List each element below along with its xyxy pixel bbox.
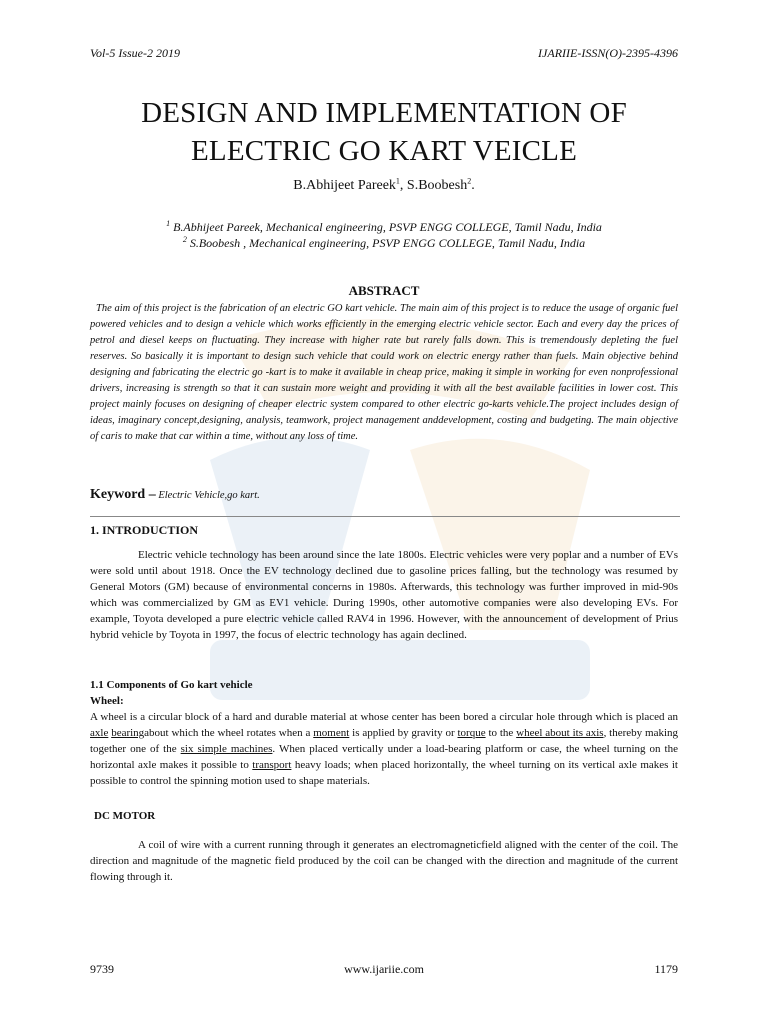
link-six-simple-machines[interactable]: six simple machines [180,743,273,755]
link-wheel-about-axis[interactable]: wheel about its axis [516,727,604,739]
wheel-heading: Wheel: [90,695,124,707]
wheel-text-1: A wheel is a circular block of a hard and durable material at whose center has been bored a circular hole through which is placed an [90,711,678,723]
link-axle[interactable]: axle [90,727,109,739]
link-bearing[interactable]: bearing [111,727,145,739]
keyword-label: Keyword – [90,487,156,502]
wheel-paragraph [90,709,678,789]
link-moment[interactable]: moment [313,727,350,739]
link-torque[interactable]: torque [457,727,486,739]
section-divider [90,516,680,517]
affiliation-list [40,219,728,251]
intro-heading: 1. INTRODUCTION [90,523,199,537]
wheel-text-5: to the [485,727,517,739]
wheel-text-6: , thereby making together one of the [90,727,679,755]
intro-paragraph: Electric vehicle technology has been around since the late 1800s. Electric vehicles were very poplar and a number of EVs were sold until about 1918. Once the EV technology declined due to gasoline prices falling, but the technology was resumed by General Motors (GM) because of environmental concerns in 1980s. Afterwards, this technology was further improved in mid-90s which was commercialized by GM as EV1 vehicle. During 1990s, other automotive companies were also developing EVs. For example, Toyota developed a pure electric vehicle called RAV4 in 1996. However, with the announcement of development of Prius hybrid vehicle by Toyota in 1997, the focus of electric technology has again declined. [90,549,678,641]
footer-website-link[interactable]: www.ijariie.com [344,962,424,976]
dc-motor-paragraph: A coil of wire with a current running through it generates an electromagneticfield aligned with the center of the coil. The direction and magnitude of the magnetic field produced by the coil can be changed with the direction and magnitude of the current flowing through it. [90,839,678,883]
paper-title-line-1: DESIGN AND IMPLEMENTATION OF [141,97,627,129]
paper-title-line-2: ELECTRIC GO KART VEICLE [190,135,578,167]
affiliation-2 [40,235,728,251]
affiliation-1-text: B.Abhijeet Pareek, Mechanical engineering, PSVP ENGG COLLEGE, Tamil Nadu, India [170,220,602,234]
affiliation-2-sup: 2 [182,235,187,244]
wheel-text-4: is applied by gravity or [349,727,458,739]
abstract-text: The aim of this project is the fabrication of an electric GO kart vehicle. The main aim of this project is to reduce the usage of organic fuel powered vehicles and to design a vehicle which works efficiently in the emerging electric vehicle sector. Each and every day the prices of petrol and diesel keeps on fluctuating. They increase with higher rate but rarely falls down. This is tremendously depleting the fuel reserves. So basically it is important to design such vehicle that could work on electric energy rather than fuels. Main objective behind designing and fabricating the electric go -kart is to make it available in cheap price, making it simple in working for even nonprofessional drivers, increasing is strength so that it can sustain more weight and providing it with all the best available facilities in lower cost. This project mainly focuses on designing of cheaper electric system compared to other electric go-karts vehicle.The project includes design of ideas, imaginary concept,designing, analysis, teamwork, project management anddevelopment, costing and budgeting. The main objective of caris to make that car within a time, without any loss of time. [90,303,678,442]
wheel-text-8: heavy loads; when placed horizontally, the wheel turning on its vertical axle makes it possible to control the spinning motion used to shape materials. [90,759,678,787]
author-1: B.Abhijeet Pareek [293,178,396,193]
keyword-text: Electric Vehicle,go kart. [155,490,260,501]
author-separator: , [399,178,407,193]
footer-paper-id: 9739 [90,962,114,976]
header-volume-issue: Vol-5 Issue-2 2019 [90,46,180,60]
author-2: S.Boobesh [406,178,468,193]
author-list [40,178,728,194]
paper-title [40,94,728,170]
affiliation-1-sup: 1 [166,219,171,228]
wheel-text-7: . When placed vertically under a load-bearing platform or case, the wheel turning on the horizontal axle makes it possible to [90,743,678,771]
wheel-text-3: about which the wheel rotates when a [144,727,314,739]
author-1-sup: 1 [395,176,400,186]
affiliation-2-text: S.Boobesh , Mechanical engineering, PSVP ENGG COLLEGE, Tamil Nadu, India [186,236,586,250]
affiliation-1 [40,219,728,235]
components-heading: 1.1 Components of Go kart vehicle [90,679,253,691]
footer-page-number: 1179 [654,962,678,976]
dc-motor-heading: DC MOTOR [94,810,156,822]
keyword-line [90,487,260,503]
author-2-sup: 2 [467,176,472,186]
header-issn: IJARIIE-ISSN(O)-2395-4396 [538,46,678,60]
author-end: . [471,178,475,193]
link-transport[interactable]: transport [252,759,292,771]
abstract-heading: ABSTRACT [348,283,420,298]
